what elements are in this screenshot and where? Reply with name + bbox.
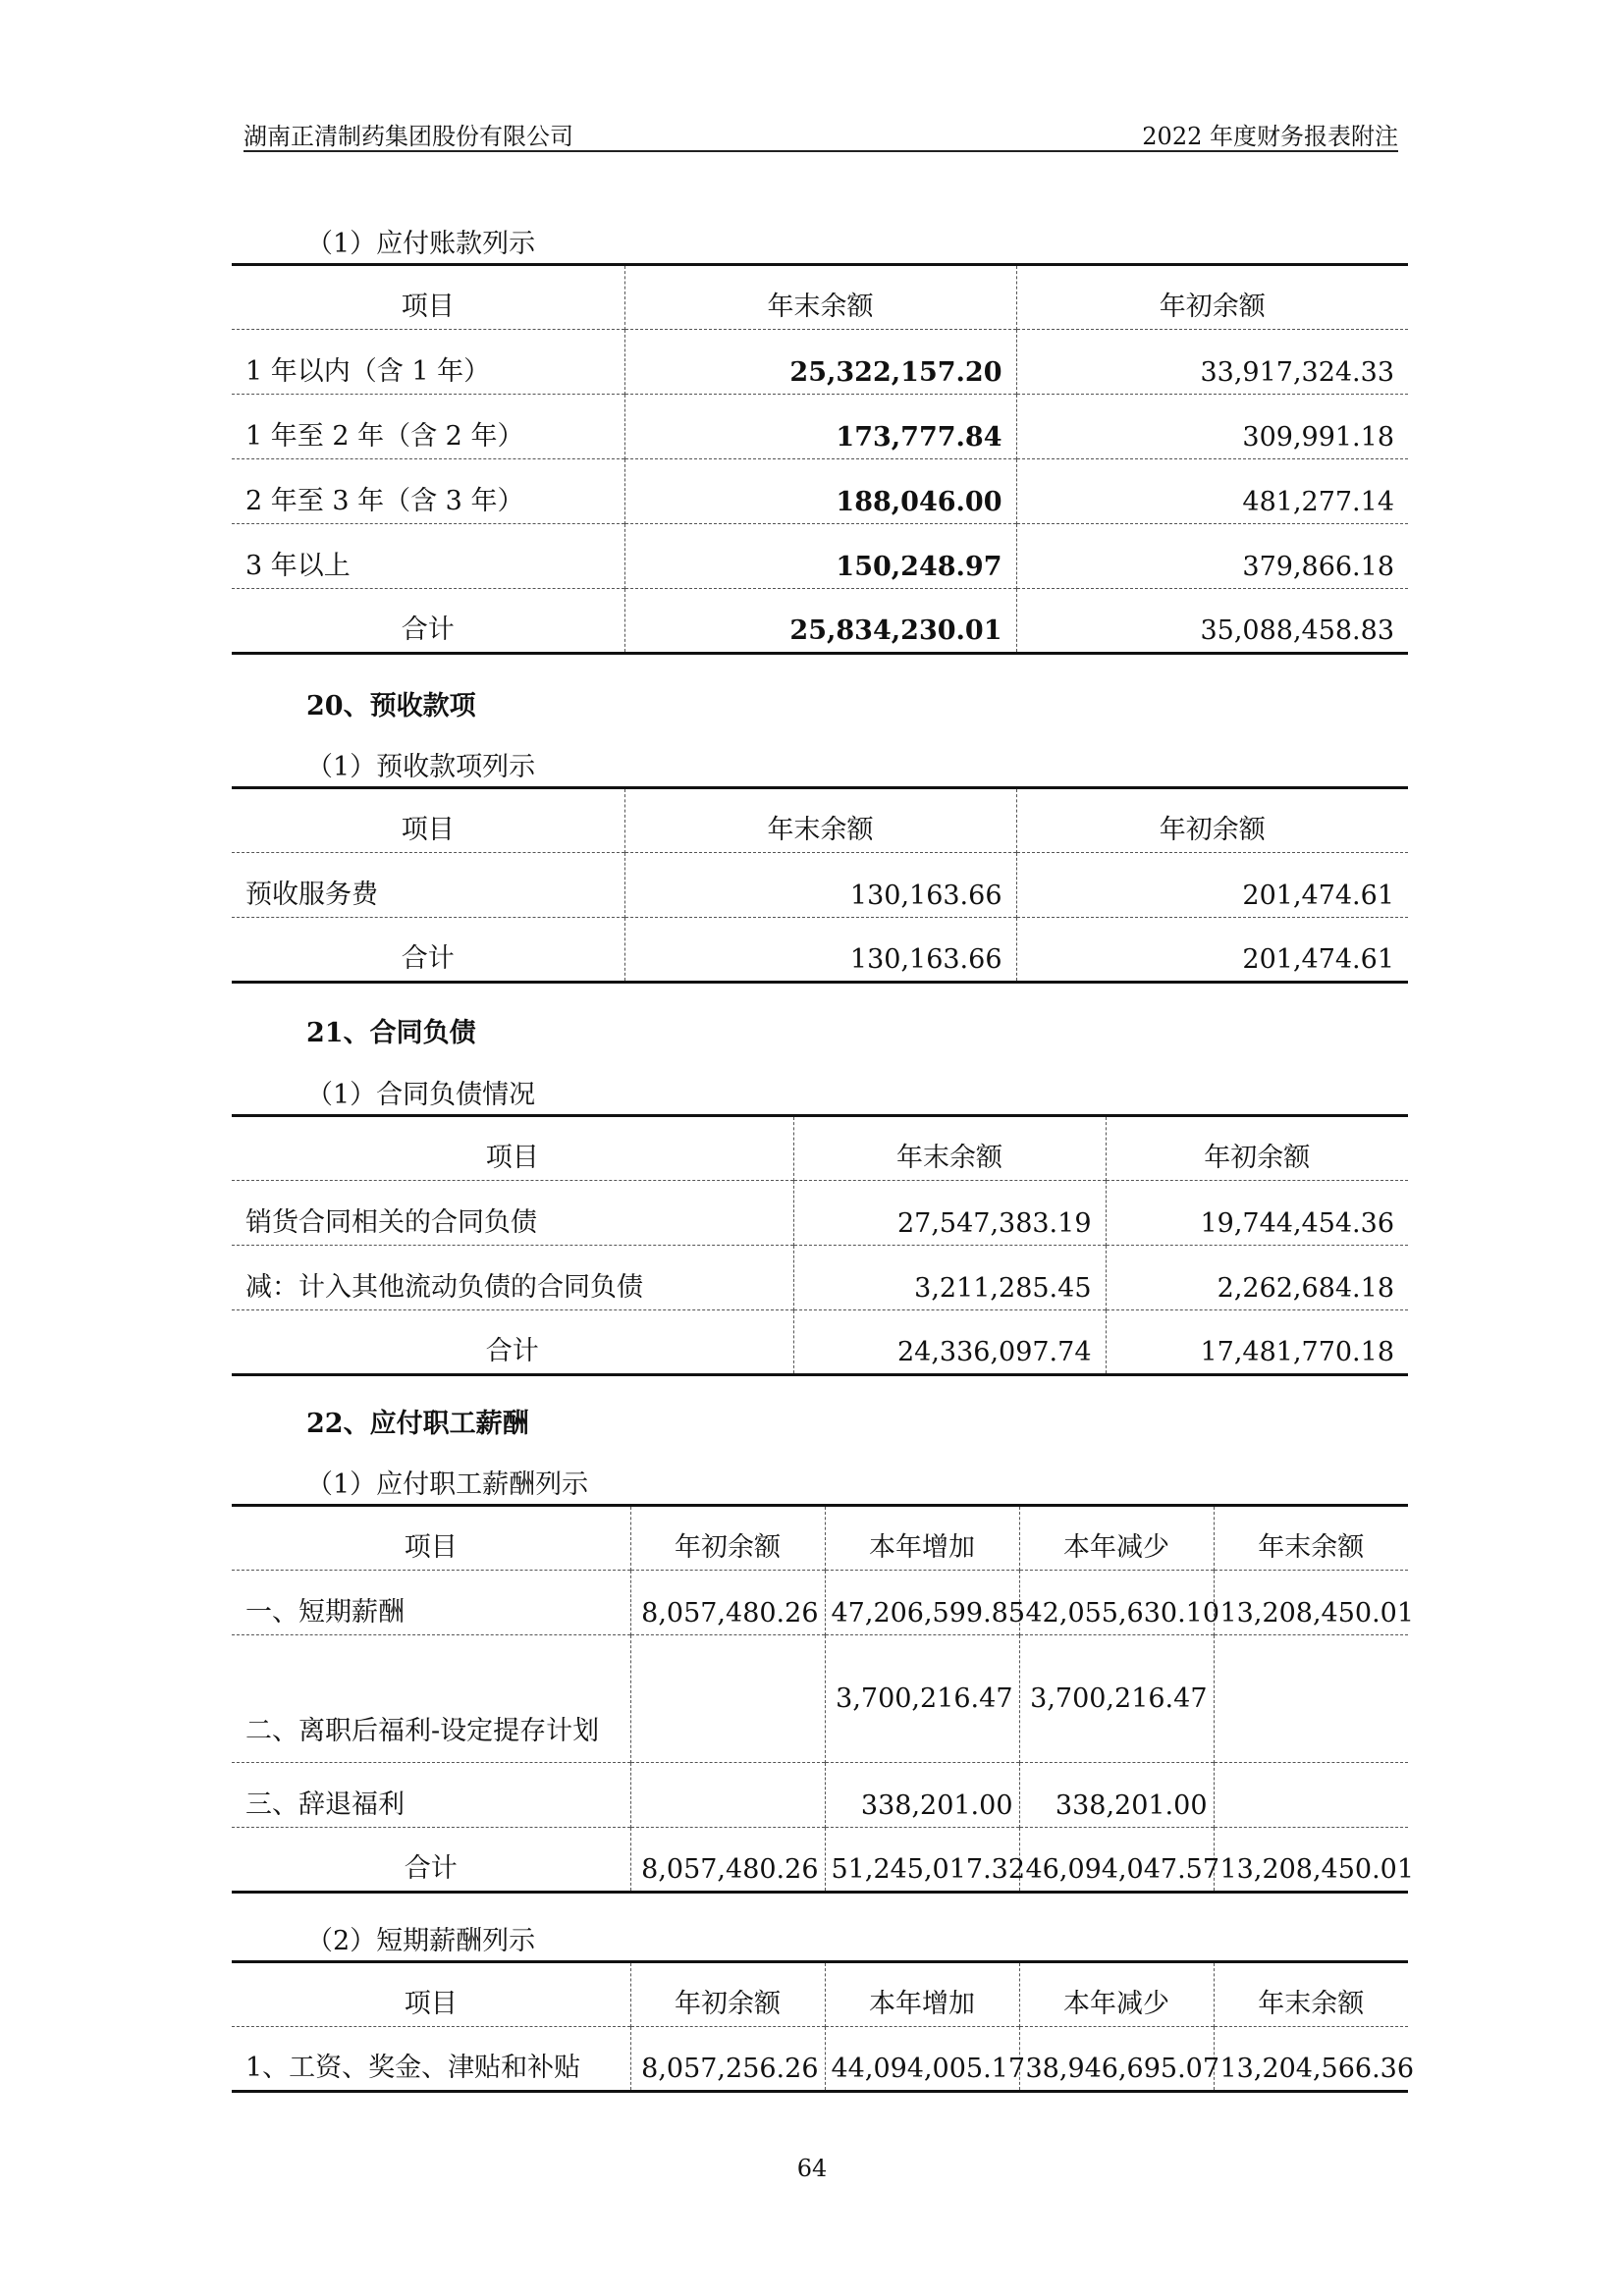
company-name: 湖南正清制药集团股份有限公司 [244,123,573,150]
column-header: 本年增加 [825,1962,1019,2027]
cell-value: 19,744,454.36 [1106,1181,1408,1246]
cell-value: 38,946,695.07 [1019,2027,1214,2092]
column-header: 项目 [401,815,455,845]
column-header: 项目 [404,1989,458,2019]
table-row [232,1635,1408,1763]
cell-value: 130,163.66 [624,853,1016,918]
row-label: 1、工资、奖金、津贴和补贴 [245,2053,581,2083]
s21-caption: （1）合同负债情况 [306,1080,536,1110]
s20-table [232,786,1408,984]
column-header: 年末余额 [1214,1506,1408,1571]
cell-value: 2,262,684.18 [1106,1246,1408,1310]
table-row [232,395,1408,459]
table-header-row [232,788,1408,853]
cell-value: 51,245,017.32 [825,1828,1019,1893]
table-row [232,853,1408,918]
table-header-row [232,265,1408,330]
column-header: 年初余额 [1106,1116,1408,1181]
column-header: 项目 [485,1143,539,1173]
table-row [232,2027,1408,2092]
cell-value: 3,211,285.45 [793,1246,1106,1310]
column-header: 年初余额 [1016,788,1408,853]
cell-value: 481,277.14 [1016,459,1408,524]
cell-value: 24,336,097.74 [793,1310,1106,1375]
row-label: 减：计入其他流动负债的合同负债 [245,1272,643,1303]
cell-value [630,1635,825,1763]
section-title-21: 21、合同负债 [306,1018,476,1048]
row-label: 3 年以上 [245,551,351,581]
s22-caption-1: （1）应付职工薪酬列示 [306,1469,589,1500]
cell-value: 173,777.84 [624,395,1016,459]
cell-value: 35,088,458.83 [1016,589,1408,654]
cell-value: 188,046.00 [624,459,1016,524]
column-header: 本年增加 [825,1506,1019,1571]
total-row [232,589,1408,654]
cell-value: 13,204,566.36 [1214,2027,1408,2092]
cell-value: 13,208,450.01 [1214,1571,1408,1635]
cell-value [1214,1763,1408,1828]
ap-table [232,263,1408,655]
row-label: 1 年以内（含 1 年） [245,356,491,387]
table-row [232,330,1408,395]
cell-value: 46,094,047.57 [1019,1828,1214,1893]
cell-value: 17,481,770.18 [1106,1310,1408,1375]
cell-value: 25,322,157.20 [624,330,1016,395]
column-header: 项目 [404,1532,458,1563]
cell-value: 379,866.18 [1016,524,1408,589]
cell-value: 27,547,383.19 [793,1181,1106,1246]
table-row [232,1181,1408,1246]
total-row [232,918,1408,983]
table-row [232,459,1408,524]
column-header: 项目 [401,292,455,322]
column-header: 年初余额 [1016,265,1408,330]
row-label: 合计 [401,943,455,974]
total-row [232,1310,1408,1375]
table-row [232,524,1408,589]
section-title-22: 22、应付职工薪酬 [306,1409,529,1439]
cell-value [1214,1635,1408,1763]
cell-value: 47,206,599.85 [825,1571,1019,1635]
cell-value: 33,917,324.33 [1016,330,1408,395]
report-title: 2022 年度财务报表附注 [1142,123,1398,150]
row-label: 三、辞退福利 [245,1789,405,1820]
cell-value: 13,208,450.01 [1214,1828,1408,1893]
row-label: 1 年至 2 年（含 2 年） [245,421,524,452]
table-row [232,1571,1408,1635]
s22-table-2 [232,1960,1415,2093]
column-header: 年初余额 [630,1962,825,2027]
s20-caption: （1）预收款项列示 [306,752,536,782]
cell-value: 8,057,480.26 [630,1828,825,1893]
cell-value: 309,991.18 [1016,395,1408,459]
row-label: 二、离职后福利-设定提存计划 [245,1716,600,1746]
column-header: 年初余额 [630,1506,825,1571]
table-header-row [232,1506,1408,1571]
cell-value: 8,057,480.26 [630,1571,825,1635]
cell-value: 130,163.66 [624,918,1016,983]
cell-value [630,1763,825,1828]
s22-table-1 [232,1504,1415,1894]
cell-value: 42,055,630.10 [1019,1571,1214,1635]
column-header: 年末余额 [1214,1962,1408,2027]
table-header-row [232,1116,1408,1181]
column-header: 年末余额 [793,1116,1106,1181]
column-header: 年末余额 [624,788,1016,853]
row-label: 合计 [404,1853,458,1884]
s22-caption-2: （2）短期薪酬列示 [306,1926,536,1956]
row-label: 2 年至 3 年（含 3 年） [245,486,524,516]
cell-value: 3,700,216.47 [1019,1635,1214,1763]
cell-value: 3,700,216.47 [825,1635,1019,1763]
row-label: 合计 [485,1336,539,1366]
ap-caption: （1）应付账款列示 [306,229,536,259]
cell-value: 201,474.61 [1016,918,1408,983]
cell-value: 8,057,256.26 [630,2027,825,2092]
column-header: 本年减少 [1019,1506,1214,1571]
page-number: 64 [796,2155,828,2182]
cell-value: 201,474.61 [1016,853,1408,918]
total-row [232,1828,1408,1893]
cell-value: 338,201.00 [1019,1763,1214,1828]
table-header-row [232,1962,1408,2027]
row-label: 预收服务费 [245,880,378,910]
table-row [232,1246,1408,1310]
cell-value: 44,094,005.17 [825,2027,1019,2092]
column-header: 年末余额 [624,265,1016,330]
cell-value: 25,834,230.01 [624,589,1016,654]
cell-value: 150,248.97 [624,524,1016,589]
row-label: 合计 [401,614,455,645]
page-header [244,111,1398,152]
table-row [232,1763,1408,1828]
section-title-20: 20、预收款项 [306,691,476,721]
row-label: 销货合同相关的合同负债 [245,1207,537,1238]
row-label: 一、短期薪酬 [245,1597,405,1628]
column-header: 本年减少 [1019,1962,1214,2027]
cell-value: 338,201.00 [825,1763,1019,1828]
s21-table [232,1114,1408,1376]
